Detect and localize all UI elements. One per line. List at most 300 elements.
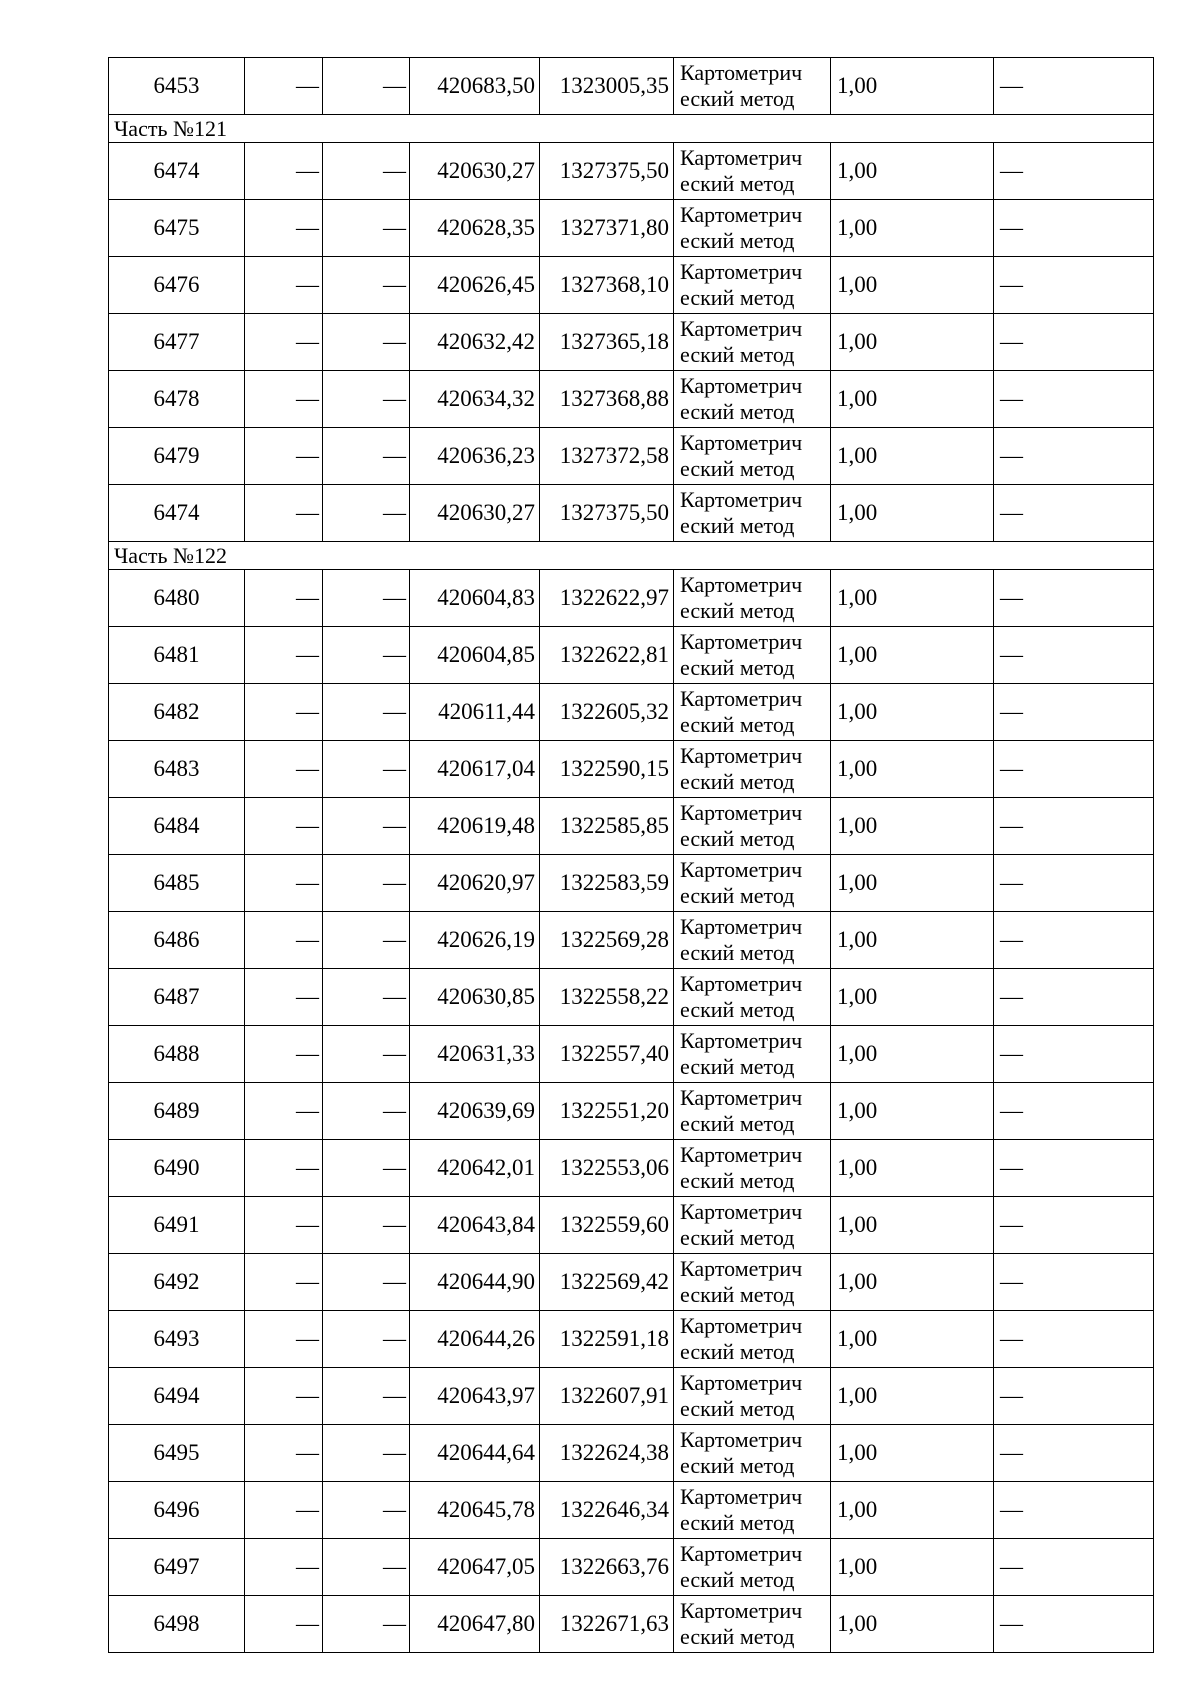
old-x-cell: — bbox=[245, 684, 323, 741]
old-y-cell: — bbox=[323, 627, 410, 684]
old-x-cell: — bbox=[245, 1026, 323, 1083]
method-line-2: еский метод bbox=[680, 86, 795, 111]
table-row bbox=[109, 1026, 1154, 1083]
method-line-2: еский метод bbox=[680, 997, 795, 1022]
point-number-cell: 6488 bbox=[109, 1026, 245, 1083]
method-line-2: еский метод bbox=[680, 1225, 795, 1250]
old-x-cell: — bbox=[245, 1482, 323, 1539]
method-cell bbox=[674, 1596, 831, 1653]
coord-y-cell: 1327368,10 bbox=[540, 257, 674, 314]
method-line-1: Картометрич bbox=[680, 1541, 803, 1566]
accuracy-cell: 1,00 bbox=[831, 627, 994, 684]
coord-x-cell: 420643,97 bbox=[410, 1368, 540, 1425]
old-y-cell: — bbox=[323, 798, 410, 855]
method-cell bbox=[674, 371, 831, 428]
old-y-cell: — bbox=[323, 1197, 410, 1254]
table-row bbox=[109, 1539, 1154, 1596]
coord-y-cell: 1327375,50 bbox=[540, 485, 674, 542]
coord-x-cell: 420644,90 bbox=[410, 1254, 540, 1311]
coord-x-cell: 420620,97 bbox=[410, 855, 540, 912]
method-line-1: Картометрич bbox=[680, 1142, 803, 1167]
method-line-2: еский метод bbox=[680, 513, 795, 538]
accuracy-cell: 1,00 bbox=[831, 257, 994, 314]
old-y-cell: — bbox=[323, 855, 410, 912]
coord-x-cell: 420611,44 bbox=[410, 684, 540, 741]
coord-x-cell: 420619,48 bbox=[410, 798, 540, 855]
table-body bbox=[109, 58, 1154, 1653]
old-x-cell: — bbox=[245, 627, 323, 684]
old-y-cell: — bbox=[323, 428, 410, 485]
method-line-2: еский метод bbox=[680, 712, 795, 737]
method-cell bbox=[674, 1026, 831, 1083]
old-y-cell: — bbox=[323, 58, 410, 115]
table-row bbox=[109, 485, 1154, 542]
coord-y-cell: 1322585,85 bbox=[540, 798, 674, 855]
accuracy-cell: 1,00 bbox=[831, 570, 994, 627]
description-cell: — bbox=[994, 1596, 1154, 1653]
point-number-cell: 6478 bbox=[109, 371, 245, 428]
description-cell: — bbox=[994, 1083, 1154, 1140]
point-number-cell: 6489 bbox=[109, 1083, 245, 1140]
point-number-cell: 6487 bbox=[109, 969, 245, 1026]
method-line-2: еский метод bbox=[680, 769, 795, 794]
coord-x-cell: 420683,50 bbox=[410, 58, 540, 115]
old-y-cell: — bbox=[323, 570, 410, 627]
coord-x-cell: 420645,78 bbox=[410, 1482, 540, 1539]
method-cell bbox=[674, 1482, 831, 1539]
old-x-cell: — bbox=[245, 1197, 323, 1254]
description-cell: — bbox=[994, 58, 1154, 115]
point-number-cell: 6495 bbox=[109, 1425, 245, 1482]
table-row bbox=[109, 741, 1154, 798]
coord-x-cell: 420626,19 bbox=[410, 912, 540, 969]
coord-y-cell: 1322605,32 bbox=[540, 684, 674, 741]
coord-x-cell: 420630,27 bbox=[410, 485, 540, 542]
coord-y-cell: 1322558,22 bbox=[540, 969, 674, 1026]
coord-x-cell: 420617,04 bbox=[410, 741, 540, 798]
coord-x-cell: 420626,45 bbox=[410, 257, 540, 314]
accuracy-cell: 1,00 bbox=[831, 1197, 994, 1254]
old-y-cell: — bbox=[323, 1026, 410, 1083]
table-row bbox=[109, 798, 1154, 855]
coord-y-cell: 1322624,38 bbox=[540, 1425, 674, 1482]
accuracy-cell: 1,00 bbox=[831, 969, 994, 1026]
coord-x-cell: 420632,42 bbox=[410, 314, 540, 371]
method-line-1: Картометрич bbox=[680, 1313, 803, 1338]
accuracy-cell: 1,00 bbox=[831, 1026, 994, 1083]
coord-x-cell: 420644,64 bbox=[410, 1425, 540, 1482]
old-x-cell: — bbox=[245, 200, 323, 257]
point-number-cell: 6497 bbox=[109, 1539, 245, 1596]
method-line-1: Картометрич bbox=[680, 60, 803, 85]
coord-y-cell: 1327365,18 bbox=[540, 314, 674, 371]
method-line-2: еский метод bbox=[680, 883, 795, 908]
old-x-cell: — bbox=[245, 1596, 323, 1653]
description-cell: — bbox=[994, 1197, 1154, 1254]
old-x-cell: — bbox=[245, 1140, 323, 1197]
old-y-cell: — bbox=[323, 143, 410, 200]
old-x-cell: — bbox=[245, 143, 323, 200]
old-x-cell: — bbox=[245, 798, 323, 855]
table-row bbox=[109, 200, 1154, 257]
description-cell: — bbox=[994, 912, 1154, 969]
method-cell bbox=[674, 912, 831, 969]
coord-x-cell: 420630,27 bbox=[410, 143, 540, 200]
old-y-cell: — bbox=[323, 741, 410, 798]
accuracy-cell: 1,00 bbox=[831, 798, 994, 855]
accuracy-cell: 1,00 bbox=[831, 1425, 994, 1482]
table-row bbox=[109, 1197, 1154, 1254]
old-x-cell: — bbox=[245, 1083, 323, 1140]
description-cell: — bbox=[994, 1026, 1154, 1083]
method-cell bbox=[674, 627, 831, 684]
coord-y-cell: 1322663,76 bbox=[540, 1539, 674, 1596]
coord-x-cell: 420642,01 bbox=[410, 1140, 540, 1197]
accuracy-cell: 1,00 bbox=[831, 371, 994, 428]
old-y-cell: — bbox=[323, 1083, 410, 1140]
table-row bbox=[109, 58, 1154, 115]
coord-x-cell: 420604,83 bbox=[410, 570, 540, 627]
point-number-cell: 6480 bbox=[109, 570, 245, 627]
coord-y-cell: 1327375,50 bbox=[540, 143, 674, 200]
method-line-1: Картометрич bbox=[680, 572, 803, 597]
method-cell bbox=[674, 143, 831, 200]
description-cell: — bbox=[994, 1254, 1154, 1311]
description-cell: — bbox=[994, 741, 1154, 798]
old-y-cell: — bbox=[323, 912, 410, 969]
method-line-1: Картометрич bbox=[680, 1427, 803, 1452]
accuracy-cell: 1,00 bbox=[831, 1368, 994, 1425]
method-line-1: Картометрич bbox=[680, 629, 803, 654]
table-row bbox=[109, 1425, 1154, 1482]
description-cell: — bbox=[994, 143, 1154, 200]
old-y-cell: — bbox=[323, 314, 410, 371]
method-line-2: еский метод bbox=[680, 1282, 795, 1307]
method-line-2: еский метод bbox=[680, 826, 795, 851]
method-cell bbox=[674, 798, 831, 855]
accuracy-cell: 1,00 bbox=[831, 741, 994, 798]
method-line-1: Картометрич bbox=[680, 1484, 803, 1509]
method-line-1: Картометрич bbox=[680, 743, 803, 768]
old-x-cell: — bbox=[245, 969, 323, 1026]
description-cell: — bbox=[994, 371, 1154, 428]
coord-y-cell: 1322591,18 bbox=[540, 1311, 674, 1368]
method-line-2: еский метод bbox=[680, 399, 795, 424]
old-x-cell: — bbox=[245, 428, 323, 485]
method-line-1: Картометрич bbox=[680, 914, 803, 939]
coord-x-cell: 420636,23 bbox=[410, 428, 540, 485]
accuracy-cell: 1,00 bbox=[831, 1482, 994, 1539]
coord-y-cell: 1322607,91 bbox=[540, 1368, 674, 1425]
method-line-2: еский метод bbox=[680, 940, 795, 965]
coord-x-cell: 420647,05 bbox=[410, 1539, 540, 1596]
point-number-cell: 6490 bbox=[109, 1140, 245, 1197]
accuracy-cell: 1,00 bbox=[831, 143, 994, 200]
old-x-cell: — bbox=[245, 1311, 323, 1368]
method-line-1: Картометрич bbox=[680, 1028, 803, 1053]
description-cell: — bbox=[994, 1140, 1154, 1197]
coord-x-cell: 420647,80 bbox=[410, 1596, 540, 1653]
old-y-cell: — bbox=[323, 1596, 410, 1653]
old-x-cell: — bbox=[245, 741, 323, 798]
description-cell: — bbox=[994, 485, 1154, 542]
method-cell bbox=[674, 1311, 831, 1368]
coord-x-cell: 420634,32 bbox=[410, 371, 540, 428]
method-cell bbox=[674, 570, 831, 627]
method-cell bbox=[674, 485, 831, 542]
description-cell: — bbox=[994, 684, 1154, 741]
point-number-cell: 6479 bbox=[109, 428, 245, 485]
section-header-row bbox=[109, 115, 1154, 143]
point-number-cell: 6477 bbox=[109, 314, 245, 371]
old-y-cell: — bbox=[323, 371, 410, 428]
method-cell bbox=[674, 1083, 831, 1140]
table-row bbox=[109, 257, 1154, 314]
method-line-1: Картометрич bbox=[680, 202, 803, 227]
method-line-2: еский метод bbox=[680, 1111, 795, 1136]
coord-x-cell: 420630,85 bbox=[410, 969, 540, 1026]
method-line-1: Картометрич bbox=[680, 1370, 803, 1395]
old-y-cell: — bbox=[323, 1482, 410, 1539]
description-cell: — bbox=[994, 798, 1154, 855]
accuracy-cell: 1,00 bbox=[831, 1311, 994, 1368]
method-line-2: еский метод bbox=[680, 1054, 795, 1079]
coord-y-cell: 1322559,60 bbox=[540, 1197, 674, 1254]
method-cell bbox=[674, 1140, 831, 1197]
table-row bbox=[109, 1482, 1154, 1539]
method-line-1: Картометрич bbox=[680, 971, 803, 996]
method-line-2: еский метод bbox=[680, 1567, 795, 1592]
description-cell: — bbox=[994, 200, 1154, 257]
coord-y-cell: 1322622,97 bbox=[540, 570, 674, 627]
method-cell bbox=[674, 1425, 831, 1482]
old-x-cell: — bbox=[245, 58, 323, 115]
method-cell bbox=[674, 428, 831, 485]
point-number-cell: 6492 bbox=[109, 1254, 245, 1311]
old-x-cell: — bbox=[245, 1368, 323, 1425]
method-line-1: Картометрич bbox=[680, 316, 803, 341]
point-number-cell: 6494 bbox=[109, 1368, 245, 1425]
method-line-2: еский метод bbox=[680, 1339, 795, 1364]
old-x-cell: — bbox=[245, 314, 323, 371]
table-row bbox=[109, 570, 1154, 627]
coord-y-cell: 1322551,20 bbox=[540, 1083, 674, 1140]
old-y-cell: — bbox=[323, 485, 410, 542]
coord-y-cell: 1322671,63 bbox=[540, 1596, 674, 1653]
point-number-cell: 6491 bbox=[109, 1197, 245, 1254]
table-row bbox=[109, 684, 1154, 741]
old-x-cell: — bbox=[245, 1254, 323, 1311]
method-line-1: Картометрич bbox=[680, 1598, 803, 1623]
method-line-2: еский метод bbox=[680, 285, 795, 310]
method-line-2: еский метод bbox=[680, 456, 795, 481]
description-cell: — bbox=[994, 1425, 1154, 1482]
old-y-cell: — bbox=[323, 257, 410, 314]
point-number-cell: 6498 bbox=[109, 1596, 245, 1653]
coord-y-cell: 1322553,06 bbox=[540, 1140, 674, 1197]
description-cell: — bbox=[994, 1482, 1154, 1539]
old-x-cell: — bbox=[245, 257, 323, 314]
table-row bbox=[109, 1368, 1154, 1425]
accuracy-cell: 1,00 bbox=[831, 912, 994, 969]
description-cell: — bbox=[994, 314, 1154, 371]
coord-y-cell: 1327372,58 bbox=[540, 428, 674, 485]
coord-y-cell: 1322646,34 bbox=[540, 1482, 674, 1539]
point-number-cell: 6493 bbox=[109, 1311, 245, 1368]
old-y-cell: — bbox=[323, 1140, 410, 1197]
description-cell: — bbox=[994, 627, 1154, 684]
coordinates-table bbox=[108, 57, 1154, 1653]
table-row bbox=[109, 1083, 1154, 1140]
accuracy-cell: 1,00 bbox=[831, 428, 994, 485]
old-y-cell: — bbox=[323, 969, 410, 1026]
method-line-1: Картометрич bbox=[680, 259, 803, 284]
point-number-cell: 6481 bbox=[109, 627, 245, 684]
coord-x-cell: 420631,33 bbox=[410, 1026, 540, 1083]
description-cell: — bbox=[994, 428, 1154, 485]
table-row bbox=[109, 912, 1154, 969]
method-line-2: еский метод bbox=[680, 1168, 795, 1193]
method-line-2: еский метод bbox=[680, 228, 795, 253]
accuracy-cell: 1,00 bbox=[831, 1539, 994, 1596]
coord-y-cell: 1322569,42 bbox=[540, 1254, 674, 1311]
accuracy-cell: 1,00 bbox=[831, 485, 994, 542]
old-x-cell: — bbox=[245, 912, 323, 969]
accuracy-cell: 1,00 bbox=[831, 58, 994, 115]
table-row bbox=[109, 428, 1154, 485]
coord-x-cell: 420644,26 bbox=[410, 1311, 540, 1368]
coord-y-cell: 1322590,15 bbox=[540, 741, 674, 798]
coord-x-cell: 420643,84 bbox=[410, 1197, 540, 1254]
coord-y-cell: 1327368,88 bbox=[540, 371, 674, 428]
method-line-1: Картометрич bbox=[680, 373, 803, 398]
table-row bbox=[109, 143, 1154, 200]
point-number-cell: 6474 bbox=[109, 143, 245, 200]
old-x-cell: — bbox=[245, 570, 323, 627]
table-row bbox=[109, 855, 1154, 912]
description-cell: — bbox=[994, 1311, 1154, 1368]
old-y-cell: — bbox=[323, 1539, 410, 1596]
method-line-2: еский метод bbox=[680, 1396, 795, 1421]
old-x-cell: — bbox=[245, 1425, 323, 1482]
table-row bbox=[109, 314, 1154, 371]
coord-y-cell: 1322557,40 bbox=[540, 1026, 674, 1083]
method-cell bbox=[674, 1368, 831, 1425]
accuracy-cell: 1,00 bbox=[831, 200, 994, 257]
point-number-cell: 6474 bbox=[109, 485, 245, 542]
method-cell bbox=[674, 684, 831, 741]
table-row bbox=[109, 1596, 1154, 1653]
old-x-cell: — bbox=[245, 855, 323, 912]
old-y-cell: — bbox=[323, 1311, 410, 1368]
method-line-1: Картометрич bbox=[680, 1085, 803, 1110]
table-row bbox=[109, 1254, 1154, 1311]
method-line-1: Картометрич bbox=[680, 487, 803, 512]
accuracy-cell: 1,00 bbox=[831, 855, 994, 912]
method-line-2: еский метод bbox=[680, 655, 795, 680]
method-cell bbox=[674, 741, 831, 798]
point-number-cell: 6482 bbox=[109, 684, 245, 741]
accuracy-cell: 1,00 bbox=[831, 314, 994, 371]
method-line-2: еский метод bbox=[680, 342, 795, 367]
description-cell: — bbox=[994, 1539, 1154, 1596]
old-y-cell: — bbox=[323, 684, 410, 741]
table-row bbox=[109, 1311, 1154, 1368]
method-line-1: Картометрич bbox=[680, 1256, 803, 1281]
coord-y-cell: 1327371,80 bbox=[540, 200, 674, 257]
accuracy-cell: 1,00 bbox=[831, 1254, 994, 1311]
method-line-1: Картометрич bbox=[680, 1199, 803, 1224]
accuracy-cell: 1,00 bbox=[831, 1140, 994, 1197]
old-y-cell: — bbox=[323, 1254, 410, 1311]
method-cell bbox=[674, 257, 831, 314]
method-cell bbox=[674, 58, 831, 115]
method-line-2: еский метод bbox=[680, 1510, 795, 1535]
description-cell: — bbox=[994, 1368, 1154, 1425]
table-row bbox=[109, 627, 1154, 684]
point-number-cell: 6483 bbox=[109, 741, 245, 798]
point-number-cell: 6453 bbox=[109, 58, 245, 115]
old-x-cell: — bbox=[245, 1539, 323, 1596]
method-line-1: Картометрич bbox=[680, 145, 803, 170]
method-line-1: Картометрич bbox=[680, 857, 803, 882]
method-line-1: Картометрич bbox=[680, 800, 803, 825]
method-line-2: еский метод bbox=[680, 171, 795, 196]
coord-y-cell: 1322622,81 bbox=[540, 627, 674, 684]
method-cell bbox=[674, 969, 831, 1026]
old-y-cell: — bbox=[323, 1368, 410, 1425]
table-row bbox=[109, 1140, 1154, 1197]
description-cell: — bbox=[994, 855, 1154, 912]
method-cell bbox=[674, 1539, 831, 1596]
section-title: Часть №122 bbox=[109, 542, 1154, 570]
method-line-2: еский метод bbox=[680, 1624, 795, 1649]
method-line-2: еский метод bbox=[680, 1453, 795, 1478]
old-x-cell: — bbox=[245, 485, 323, 542]
description-cell: — bbox=[994, 257, 1154, 314]
coord-y-cell: 1323005,35 bbox=[540, 58, 674, 115]
section-header-row bbox=[109, 542, 1154, 570]
accuracy-cell: 1,00 bbox=[831, 1596, 994, 1653]
method-line-1: Картометрич bbox=[680, 430, 803, 455]
method-cell bbox=[674, 1197, 831, 1254]
point-number-cell: 6486 bbox=[109, 912, 245, 969]
method-cell bbox=[674, 1254, 831, 1311]
point-number-cell: 6496 bbox=[109, 1482, 245, 1539]
accuracy-cell: 1,00 bbox=[831, 1083, 994, 1140]
coord-y-cell: 1322569,28 bbox=[540, 912, 674, 969]
point-number-cell: 6484 bbox=[109, 798, 245, 855]
coord-x-cell: 420604,85 bbox=[410, 627, 540, 684]
method-line-2: еский метод bbox=[680, 598, 795, 623]
method-cell bbox=[674, 200, 831, 257]
point-number-cell: 6475 bbox=[109, 200, 245, 257]
accuracy-cell: 1,00 bbox=[831, 684, 994, 741]
description-cell: — bbox=[994, 969, 1154, 1026]
table-row bbox=[109, 969, 1154, 1026]
old-y-cell: — bbox=[323, 200, 410, 257]
description-cell: — bbox=[994, 570, 1154, 627]
section-title: Часть №121 bbox=[109, 115, 1154, 143]
old-x-cell: — bbox=[245, 371, 323, 428]
method-cell bbox=[674, 314, 831, 371]
old-y-cell: — bbox=[323, 1425, 410, 1482]
coord-x-cell: 420639,69 bbox=[410, 1083, 540, 1140]
method-line-1: Картометрич bbox=[680, 686, 803, 711]
point-number-cell: 6476 bbox=[109, 257, 245, 314]
point-number-cell: 6485 bbox=[109, 855, 245, 912]
method-cell bbox=[674, 855, 831, 912]
